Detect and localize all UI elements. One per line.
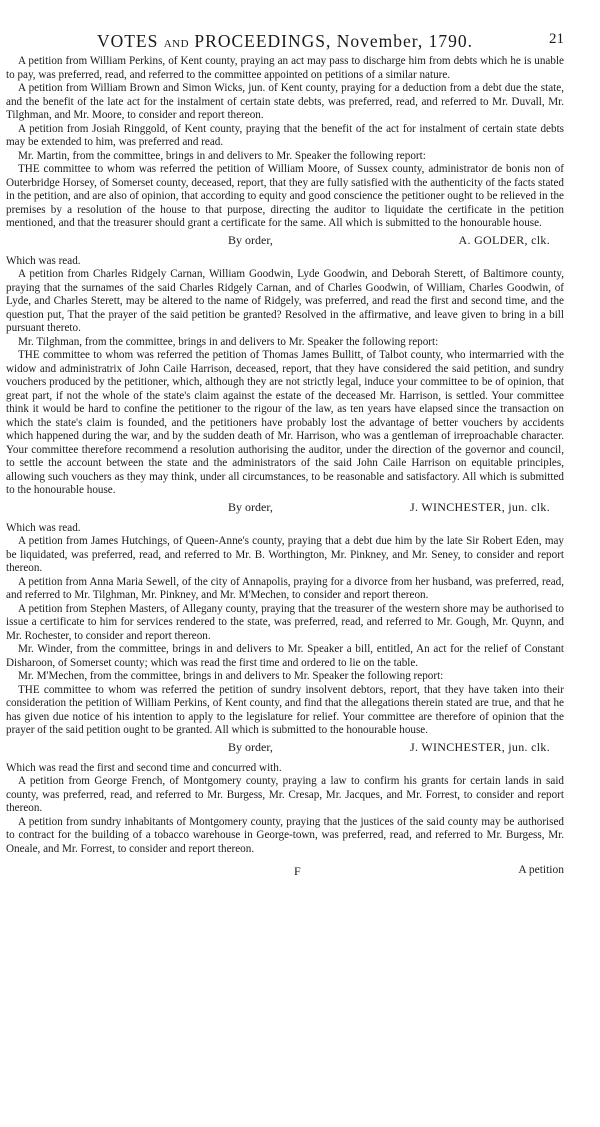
- section-4: [6, 762, 564, 857]
- paragraph: A petition from George French, of Montgomery county, praying a law to confirm his grants for certain lands in said county, was preferred, read, and referred to Mr. Burgess, Mr. Cresap, Mr. Jacques, and Mr. Forrest, to consider and report thereon.: [6, 775, 564, 814]
- signature-block: [6, 501, 564, 516]
- paragraph: A petition from sundry inhabitants of Montgomery county, praying that the justices of the said county may be authorised to contract for the building of a tobacco warehouse in George-town, was preferred, read, and referred to Mr. Burgess, Mr. Oneale, and Mr. Forrest, to consider and report thereon.: [6, 815, 564, 855]
- by-order: By order,: [228, 232, 273, 247]
- by-order: By order,: [228, 499, 273, 514]
- paragraph: A petition from Stephen Masters, of Allegany county, praying that the treasurer of the western shore may be authorised to issue a certificate to him for services rendered to the state, was preferred, read, and referred to Mr. Gough, Mr. Quynn, and Mr. Rochester, to consider and report thereon.: [6, 602, 564, 642]
- paragraph: A petition from William Brown and Simon Wicks, jun. of Kent county, praying for a deduction from a debt due the state, and the benefit of the late act for the instalment of certain state debts, was preferred, read, and referred to Mr. Duvall, Mr. Tilghman, and Mr. Moore, to consider and report thereon.: [6, 82, 564, 121]
- page-number: 21: [549, 31, 564, 47]
- signature-mark: F: [294, 864, 301, 878]
- running-header: [6, 31, 564, 53]
- clerk-name: J. WINCHESTER, jun. clk.: [410, 499, 550, 514]
- paragraph: Mr. Tilghman, from the committee, brings in and delivers to Mr. Speaker the following report:: [18, 335, 439, 348]
- clerk-name: J. WINCHESTER, jun. clk.: [410, 739, 550, 754]
- paragraph: Which was read.: [6, 254, 81, 267]
- document-page: [6, 0, 564, 882]
- paragraph: Mr. Martin, from the committee, brings in and delivers to Mr. Speaker the following report:: [18, 149, 426, 162]
- paragraph: Mr. Winder, from the committee, brings in and delivers to Mr. Speaker a bill, entitled, An act for the relief of Constant Disharoon, of Somerset county; which was read the first time and ordered to lie on the table.: [6, 643, 564, 669]
- section-2: [6, 255, 564, 498]
- paragraph: THE committee to whom was referred the petition of sundry insolvent debtors, report, that they have taken into their consideration the petition of William Perkins, of Kent county, and find that the allegations therein stated are true, and that he has given due notice of his intention to apply to the legislature for relief. Your committee are therefore of opinion that the prayer of the said petition ought to be granted. All which is submitted to the honourable house.: [6, 683, 564, 736]
- catchword: A petition: [518, 864, 564, 876]
- clerk-name: A. GOLDER, clk.: [458, 232, 550, 247]
- section-3: [6, 522, 564, 738]
- header-title-votes: VOTES: [96, 31, 159, 51]
- body-text: [6, 55, 564, 856]
- signature-block: [6, 741, 564, 756]
- paragraph: A petition from Charles Ridgely Carnan, William Goodwin, Lyde Goodwin, and Deborah Sterett, of Baltimore county, praying that the surnames of the said Charles Ridgely Carnan, and of Charles Goodwin, of William, Charles Goodwin, of Lyde, and Charles Sterett, may be altered to the name of Ridgely, was preferred, and read the first and second time, and the question put, That the prayer of the said petition be granted? Resolved in the affirmative, and leave given to bring in a bill pursuant thereto.: [6, 268, 564, 334]
- paragraph: THE committee to whom was referred the petition of Thomas James Bullitt, of Talbot county, who intermarried with the widow and administratrix of John Caile Harrison, deceased, report, that they have considered the said petition, and sundry vouchers produced by the petitioner, which, although they are not strictly legal, induce your committee to be of opinion, that great part, if not the whole of the state's claim against the estate of the deceased Mr. Harrison, is settled. Your committee think it would be hard to confine the petitioner to the rigour of the law, as ten years have elapsed since the transaction on which the state's claim is founded, and the petitioners have probably lost the advantage of better vouchers by accidents which happened during the war, and by the sudden death of Mr. Harrison, who was a gentleman of irreproachable character. Your committee therefore recommend a resolution authorising the auditor, under the direction of the governor and council, to settle the account between the state and the administrators of the said John Caile Harrison on equitable principles, allowing such vouchers as they may think, under all circumstances, to be reasonable and satisfactory. All which is submitted to the honourable house.: [6, 349, 564, 496]
- header-date: November, 1790.: [336, 31, 474, 51]
- header-title-and: AND: [163, 38, 190, 50]
- page-footer: [6, 864, 564, 882]
- paragraph: A petition from William Perkins, of Kent county, praying an act may pass to discharge him from debts which he is unable to pay, was preferred, read, and referred to the committee appointed on petitions of a similar nature.: [6, 55, 564, 81]
- paragraph: THE committee to whom was referred the petition of William Moore, of Sussex county, administrator de bonis non of Outerbridge Horsey, of Somerset county, deceased, report, that they are fully satisfied with the authenticity of the facts stated in the petition, and are also of opinion, that according to equity and good conscience the petitioner ought to be relieved in the premises by a resolution of the house to that purpose, directing the auditor to liquidate the certificate in the petition mentioned, and that the treasurer should grant a certificate for the same. All which is submitted to the honourable house.: [6, 163, 564, 229]
- paragraph: Which was read the first and second time and concurred with.: [6, 761, 282, 774]
- section-1: [6, 55, 564, 231]
- paragraph: A petition from Anna Maria Sewell, of the city of Annapolis, praying for a divorce from her husband, was preferred, read, and referred to Mr. Tilghman, Mr. Pinkney, and Mr. M'Mechen, to consider and report thereon.: [6, 575, 564, 601]
- signature-block: [6, 234, 564, 249]
- header-title: [97, 31, 473, 52]
- header-title-proceedings: PROCEEDINGS,: [194, 31, 332, 51]
- paragraph: Mr. M'Mechen, from the committee, brings in and delivers to Mr. Speaker the following report:: [18, 670, 444, 682]
- paragraph: A petition from James Hutchings, of Queen-Anne's county, praying that a debt due him by the late Sir Robert Eden, may be liquidated, was preferred, read, and referred to Mr. B. Worthington, Mr. Pinkney, and Mr. Seney, to consider and report thereon.: [6, 535, 564, 574]
- by-order: By order,: [228, 739, 273, 754]
- paragraph: Which was read.: [6, 521, 81, 534]
- paragraph: A petition from Josiah Ringgold, of Kent county, praying that the benefit of the act for instalment of certain state debts may be extended to him, was preferred and read.: [6, 122, 564, 148]
